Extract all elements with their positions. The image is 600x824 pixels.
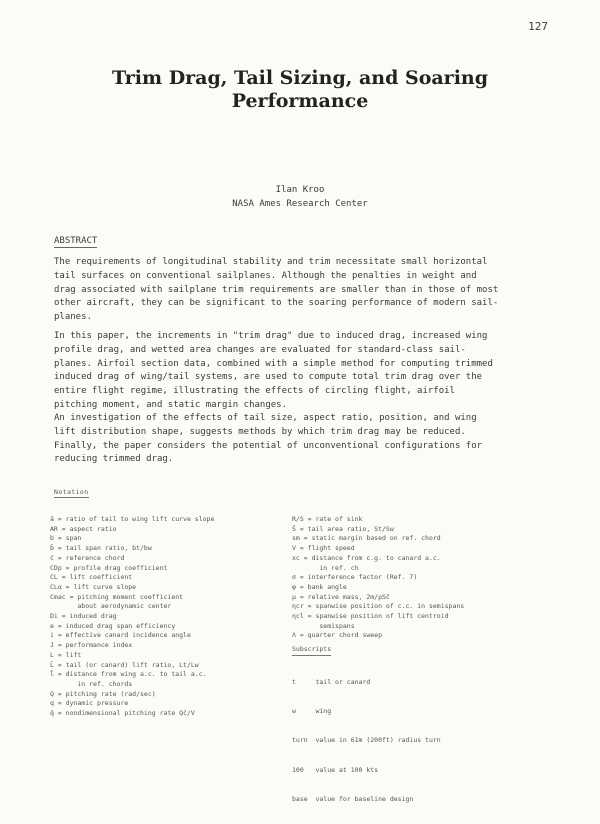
notation-item: xc = distance from c.g. to canard a.c.	[292, 553, 441, 562]
notation-item: in ref. chords	[50, 679, 133, 688]
notation-list-left	[50, 515, 290, 719]
notation-item: i = effective canard incidence angle	[50, 631, 191, 640]
notation-list-right	[292, 515, 562, 824]
notation-item: CL = lift coefficient	[50, 573, 133, 582]
notation-item: CDp = profile drag coefficient	[50, 563, 168, 572]
subscript-item: turn value in 61m (200ft) radius turn	[292, 736, 441, 745]
subscript-item: w wing	[292, 707, 332, 716]
notation-item: σ = interference factor (Ref. 7)	[292, 573, 418, 582]
notation-item: b̄ = tail span ratio, bt/bw	[50, 544, 152, 553]
notation-item: Di = induced drag	[50, 612, 117, 621]
paper-title: Trim Drag, Tail Sizing, and Soaring Performance	[111, 66, 489, 112]
notation-item: R/S = rate of sink	[292, 515, 363, 523]
notation-item: CLα = lift curve slope	[50, 582, 137, 591]
page-number: 127	[528, 20, 548, 33]
notation-item: b = span	[50, 534, 82, 543]
notation-item: φ = bank angle	[292, 582, 347, 591]
notation-heading: Notation	[54, 488, 89, 496]
notation-item: l̄ = distance from wing a.c. to tail a.c.	[50, 670, 207, 679]
notation-item: c̄ = reference chord	[50, 553, 125, 562]
notation-item: V = flight speed	[292, 544, 355, 553]
abstract-paragraph-1: The requirements of longitudinal stability and trim necessitate small horizontal tail surfaces on conventional sailplanes. Although the penalties in weight and drag associated with sailplane trim requirements are smaller than in those of most other aircraft, they can be significant to the soaring performance of modern sail- planes.	[54, 257, 499, 323]
notation-item: q̄ = nondimensional pitching rate Qc̄/V	[50, 709, 195, 718]
abstract-heading: ABSTRACT	[54, 236, 98, 246]
notation-item: ā = ratio of tail to wing lift curve slope	[50, 515, 215, 523]
notation-item: Cmac = pitching moment coefficient	[50, 592, 184, 601]
notation-item: L = lift	[50, 650, 82, 659]
notation-item: L̄ = tail (or canard) lift ratio, Lt/Lw	[50, 660, 199, 669]
notation-item: q = dynamic pressure	[50, 699, 129, 708]
notation-item: S̄ = tail area ratio, St/Sw	[292, 524, 394, 533]
notation-item: about aerodynamic center	[50, 602, 172, 611]
notation-item: e = induced drag span efficiency	[50, 621, 176, 630]
notation-item: AR = aspect ratio	[50, 524, 117, 533]
notation-item: ηcl = spanwise position of lift centroid	[292, 612, 449, 621]
notation-item: J = performance index	[50, 641, 133, 650]
notation-item: sm = static margin based on ref. chord	[292, 534, 441, 543]
subscripts-list	[292, 659, 562, 824]
notation-item: Λ = quarter chord sweep	[292, 631, 383, 640]
subscript-item: t tail or canard	[292, 678, 371, 687]
author-name: Ilan Kroo	[275, 185, 325, 195]
abstract-paragraph-2: In this paper, the increments in "trim drag" due to induced drag, increased wing profile drag, and wetted area changes are evaluated for standard-class sail- planes. Airfoil section data, combined with a simple method for computing trimmed induced drag of wing/tail systems, are used to compute total trim drag over the entire flight regime, illustrating the effects of circling flight, airfoil pitching moment, and static margin changes.	[54, 331, 493, 410]
subscript-item: 100 value at 100 kts	[292, 765, 379, 774]
subscripts-heading: Subscripts	[292, 645, 331, 656]
author-block	[200, 183, 400, 211]
notation-item: Q = pitching rate (rad/sec)	[50, 689, 156, 698]
abstract-paragraph-3: An investigation of the effects of tail size, aspect ratio, position, and wing lift distribution shape, suggests methods by which trim drag may be reduced. Finally, the paper considers the potential of unconventional configurations for reducing trimmed drag.	[54, 413, 483, 465]
subscript-item: base value for baseline design	[292, 794, 414, 803]
notation-item: in ref. ch	[292, 563, 359, 572]
notation-item: μ = relative mass, 2m/ρSc̄	[292, 592, 390, 601]
author-affiliation: NASA Ames Research Center	[232, 199, 368, 209]
notation-item: ηcr = spanwise position of c.c. in semispans	[292, 602, 465, 611]
notation-item: semispans	[292, 621, 355, 630]
